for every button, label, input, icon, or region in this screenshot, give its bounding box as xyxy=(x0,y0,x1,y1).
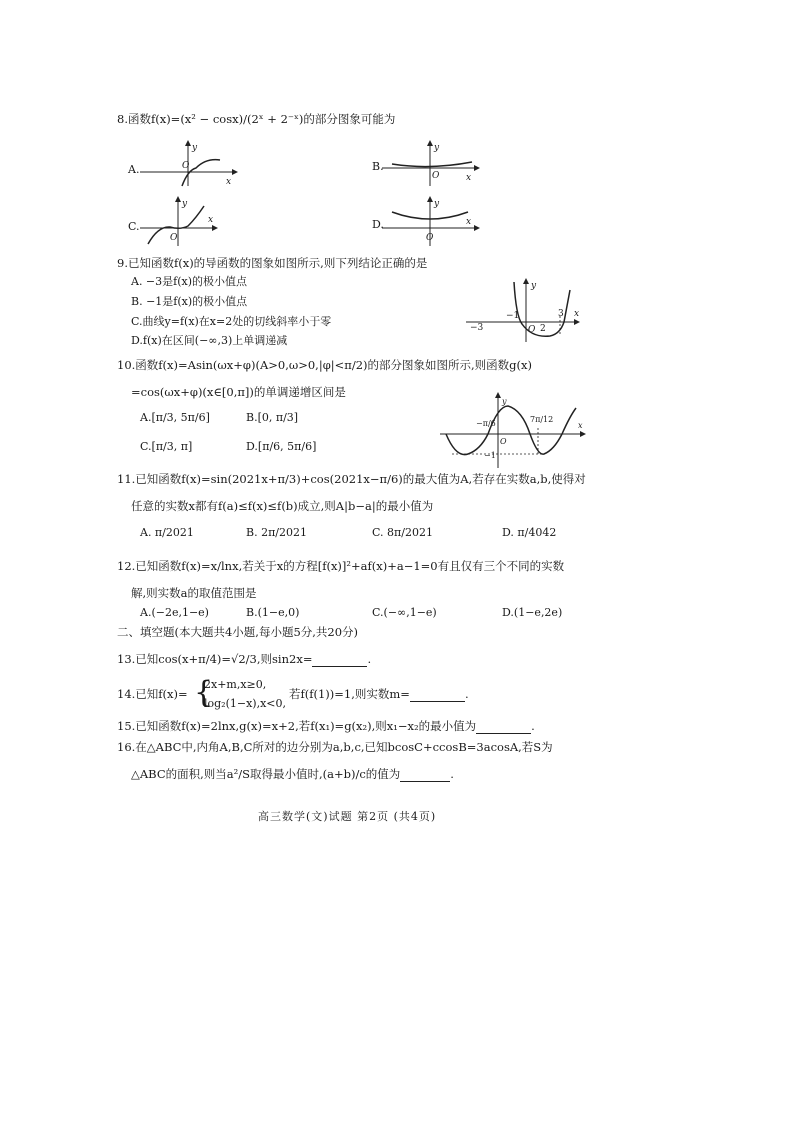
q10-stem-line2: =cos(ωx+φ)(x∈[0,π])的单调递增区间是 xyxy=(131,385,346,399)
svg-text:x: x xyxy=(466,173,472,183)
q8-stem: 8.函数f(x)=(x² − cosx)/(2ˣ + 2⁻ˣ)的部分图象可能为 xyxy=(117,112,396,126)
q14-answer-blank[interactable] xyxy=(410,690,465,702)
q15-answer-blank[interactable] xyxy=(476,722,531,734)
q10-label-x: x xyxy=(578,421,583,430)
q11-stem-line1: 11.已知函数f(x)=sin(2021x+π/3)+cos(2021x−π/6)的最大值为A,若存在实数a,b,使得对 xyxy=(117,472,586,486)
q9-derivative-graph xyxy=(466,276,582,344)
q12-option-b: B.(1−e,0) xyxy=(246,606,300,619)
q13-answer-blank[interactable] xyxy=(312,655,367,667)
q16-answer-blank[interactable] xyxy=(400,770,450,782)
q16-line2 xyxy=(131,767,454,782)
q11-option-c: C. 8π/2021 xyxy=(372,526,433,539)
q11-option-d: D. π/4042 xyxy=(502,526,557,539)
q13-text: 13.已知cos(x+π/4)=√2/3,则sin2x= xyxy=(117,652,313,666)
svg-text:x: x xyxy=(208,215,214,225)
svg-text:y: y xyxy=(182,199,188,209)
q10-label-origin: O xyxy=(500,437,507,446)
q13-line xyxy=(117,652,371,667)
svg-text:y: y xyxy=(192,143,198,153)
q10-option-b: B.[0, π/3] xyxy=(246,411,299,424)
q16-end: . xyxy=(450,767,454,781)
q9-option-b: B. −1是f(x)的极小值点 xyxy=(131,295,248,308)
q10-option-d: D.[π/6, 5π/6] xyxy=(246,440,317,453)
q15-end: . xyxy=(531,719,535,733)
q15-line xyxy=(117,719,535,734)
q9-label-2: 2 xyxy=(540,324,546,334)
q9-label-neg3: −3 xyxy=(470,323,484,333)
page-footer: 高三数学(文)试题 第2页 (共4页) xyxy=(258,810,437,823)
q8-option-b-graph xyxy=(382,140,482,188)
q14-end: . xyxy=(464,687,469,701)
q9-label-x: x xyxy=(574,309,580,319)
q9-label-neg1: −1 xyxy=(506,311,520,321)
q14-case2: log₂(1−x),x<0, xyxy=(204,697,287,710)
q10-label-7pi12: 7π/12 xyxy=(530,415,554,424)
svg-text:y: y xyxy=(434,143,440,153)
q14-prefix: 14.已知f(x)= xyxy=(117,687,188,701)
q12-option-a: A.(−2e,1−e) xyxy=(140,606,209,619)
q10-option-a: A.[π/3, 5π/6] xyxy=(140,411,210,424)
q12-stem-line2: 解,则实数a的取值范围是 xyxy=(131,586,257,600)
q10-stem-line1: 10.函数f(x)=Asin(ωx+φ)(A>0,ω>0,|φ|<π/2)的部分图象如图所示,则函数g(x) xyxy=(117,358,532,372)
svg-text:y: y xyxy=(434,199,440,209)
q9-label-y: y xyxy=(531,281,537,291)
q10-sine-graph xyxy=(440,392,588,470)
svg-text:O: O xyxy=(182,161,190,171)
q9-stem: 9.已知函数f(x)的导函数的图象如图所示,则下列结论正确的是 xyxy=(117,256,428,270)
q10-label-neg1: −1 xyxy=(484,451,496,460)
svg-text:O: O xyxy=(426,233,434,243)
svg-text:x: x xyxy=(466,217,472,227)
q10-label-neg-pi6: −π/6 xyxy=(476,419,496,428)
q10-option-c: C.[π/3, π] xyxy=(140,440,193,453)
q16-text: △ABC的面积,则当a²/S取得最小值时,(a+b)/c的值为 xyxy=(131,767,401,781)
q12-option-c: C.(−∞,1−e) xyxy=(372,606,437,619)
q10-label-y: y xyxy=(502,397,507,406)
q9-option-a: A. −3是f(x)的极小值点 xyxy=(131,275,248,288)
svg-text:O: O xyxy=(432,171,440,181)
q13-end: . xyxy=(367,652,372,666)
q8-option-a-graph xyxy=(140,140,240,188)
svg-text:O: O xyxy=(170,233,178,243)
q9-label-3: 3 xyxy=(558,309,564,319)
q8-option-a-label: A. xyxy=(128,163,140,176)
q14-piecewise-brace: { xyxy=(194,675,214,710)
q8-option-c-graph xyxy=(140,196,220,248)
section-fill-in-header: 二、填空题(本大题共4小题,每小题5分,共20分) xyxy=(117,625,359,639)
q9-option-c: C.曲线y=f(x)在x=2处的切线斜率小于零 xyxy=(131,315,332,328)
q12-option-d: D.(1−e,2e) xyxy=(502,606,563,619)
q11-option-a: A. π/2021 xyxy=(140,526,194,539)
q16-line1: 16.在△ABC中,内角A,B,C所对的边分别为a,b,c,已知bcosC+ccosB=3acosA,若S为 xyxy=(117,740,553,754)
q14-case1: 2x+m,x≥0, xyxy=(204,678,267,691)
q11-option-b: B. 2π/2021 xyxy=(246,526,308,539)
q12-stem-line1: 12.已知函数f(x)=x/lnx,若关于x的方程[f(x)]²+af(x)+a−1=0有且仅有三个不同的实数 xyxy=(117,559,565,573)
q8-option-c-label: C. xyxy=(128,220,140,233)
q14-text: 若f(f(1))=1,则实数m= xyxy=(289,687,410,701)
q8-option-d-label: D. xyxy=(372,218,384,231)
svg-text:x: x xyxy=(226,177,232,187)
q8-option-b-label: B. xyxy=(372,160,384,173)
q11-stem-line2: 任意的实数x都有f(a)≤f(x)≤f(b)成立,则A|b−a|的最小值为 xyxy=(131,499,434,513)
q15-text: 15.已知函数f(x)=2lnx,g(x)=x+2,若f(x₁)=g(x₂),则x₁−x₂的最小值为 xyxy=(117,719,477,733)
q8-option-d-graph xyxy=(382,196,482,248)
q14-line xyxy=(289,687,469,702)
q9-label-origin: O xyxy=(528,325,536,335)
q9-option-d: D.f(x)在区间(−∞,3)上单调递减 xyxy=(131,334,288,347)
